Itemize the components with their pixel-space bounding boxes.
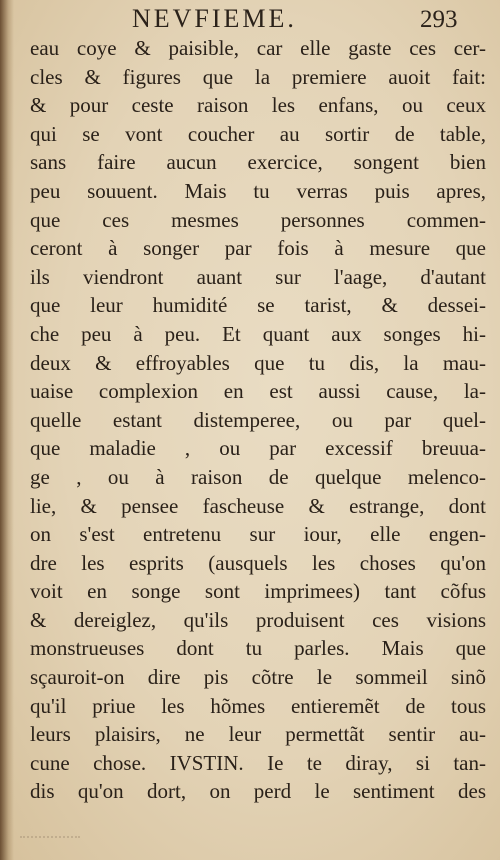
text-line-7: que ces mesmes personnes commen- [30,207,486,232]
page-header [0,2,500,38]
text-line-11: che peu à peu. Et quant aux songes hi- [30,321,486,346]
text-line-19: dre les esprits (ausquels les choses qu'on [30,550,486,575]
text-line-9: ils viendront auant sur l'aage, d'autant [30,264,486,289]
text-line-21: & dereiglez, qu'ils produisent ces visions [30,607,486,632]
text-line-1: eau coye & paisible, car elle gaste ces cer- [30,36,486,60]
text-line-24: qu'il priue les hõmes entieremẽt de tous [30,693,486,718]
text-line-18: on s'est entretenu sur iour, elle engen- [30,522,486,547]
text-line-25: leurs plaisirs, ne leur permettãt sentir au- [30,722,486,747]
text-line-14: quelle estant distemperee, ou par quel- [30,407,486,432]
text-line-8: ceront à songer par fois à mesure que [30,236,486,261]
text-line-23: sçauroit-on dire pis cõtre le sommeil sinõ [30,665,486,690]
text-line-16: ge , ou à raison de quelque melenco- [30,464,486,489]
text-line-17: lie, & pensee fascheuse & estrange, dont [30,493,486,518]
text-line-20: voit en songe sont imprimees) tant cõfus [30,579,486,604]
running-title: NEVFIEME. [132,4,297,33]
page-number: 293 [420,6,458,33]
text-line-12: deux & effroyables que tu dis, la mau- [30,350,486,375]
text-line-4: qui se vont coucher au sortir de table, [30,121,486,146]
body-text [30,34,486,806]
text-line-15: que maladie , ou par excessif breuua- [30,436,486,461]
ink-bleed-through [20,818,80,838]
text-line-27: dis qu'on dort, on perd le sentiment des [30,779,486,804]
text-line-22: monstrueuses dont tu parles. Mais que [30,636,486,661]
text-line-5: sans faire aucun exercice, songent bien [30,150,486,175]
text-line-2: cles & figures que la premiere auoit fait: [30,64,486,89]
text-line-10: que leur humidité se tarist, & dessei- [30,293,486,318]
text-line-6: peu souuent. Mais tu verras puis apres, [30,178,486,203]
text-line-13: uaise complexion en est aussi cause, la- [30,379,486,404]
text-line-26: cune chose. IVSTIN. Ie te diray, si tan- [30,750,486,775]
text-line-3: & pour ceste raison les enfans, ou ceux [30,93,486,118]
